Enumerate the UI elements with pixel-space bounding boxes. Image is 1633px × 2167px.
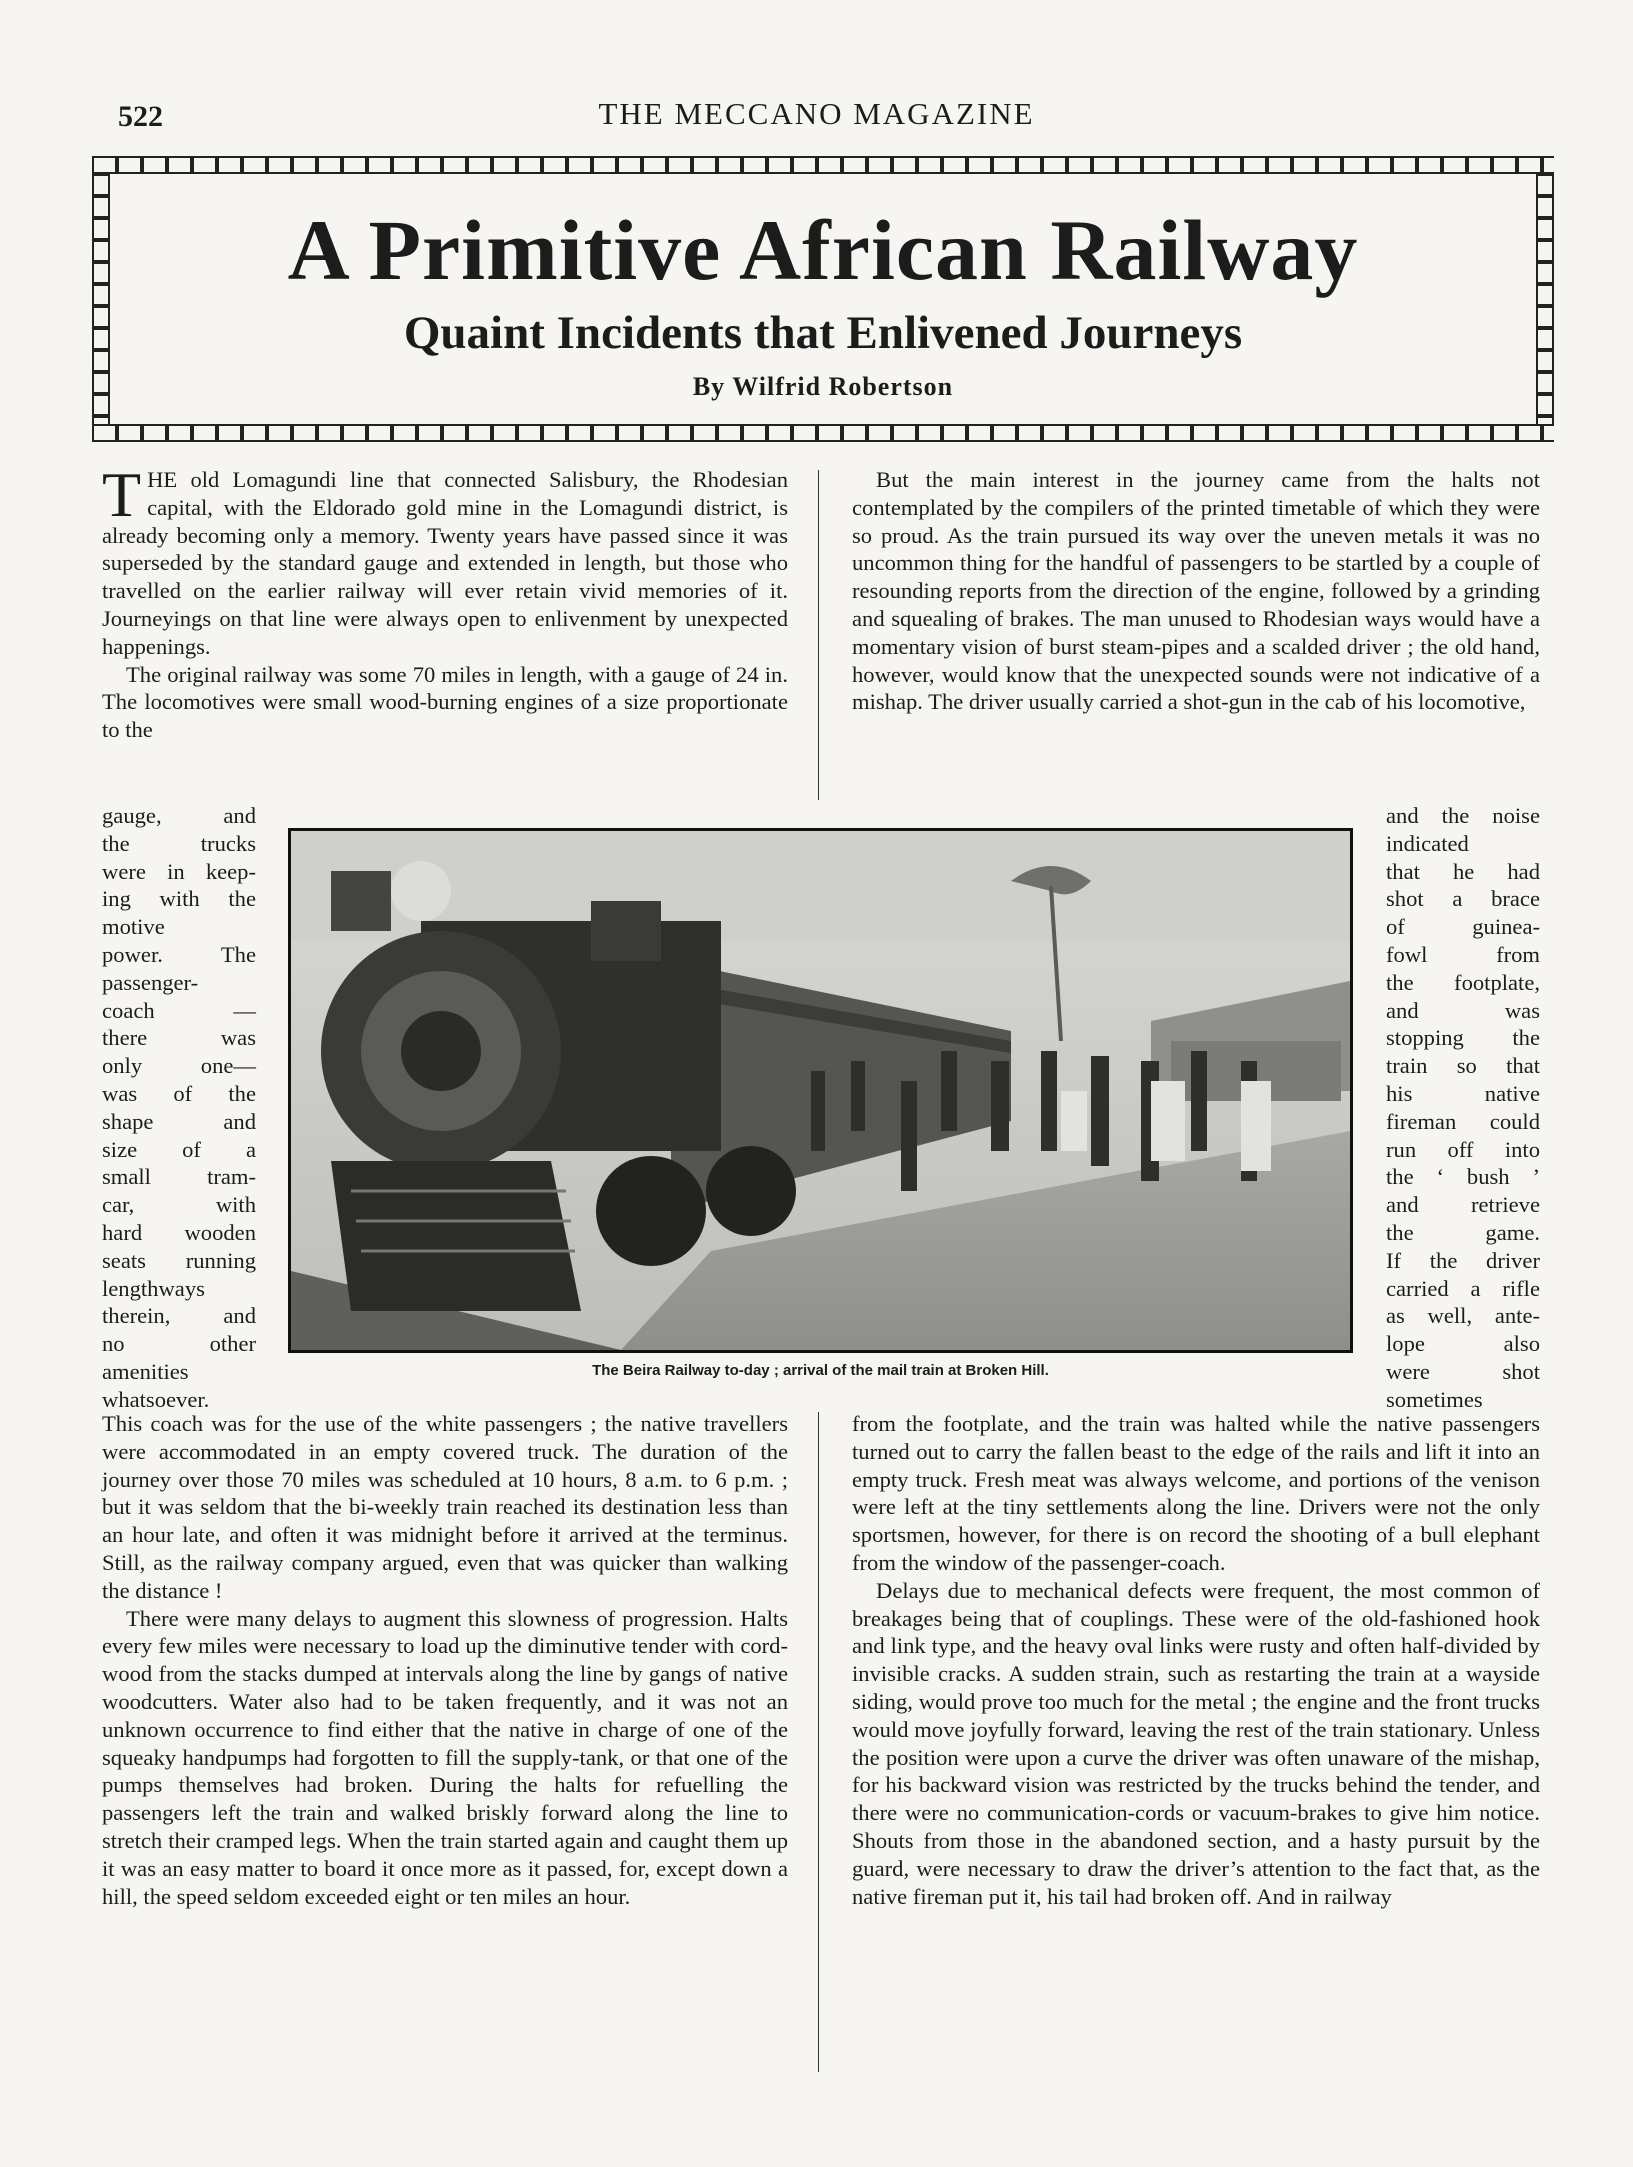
running-head: THE MECCANO MAGAZINE xyxy=(598,96,1035,131)
article-title: A Primitive African Railway xyxy=(287,202,1359,298)
text-line: as well, ante- xyxy=(1386,1303,1540,1329)
text-line: the ‘ bush ’ xyxy=(1386,1164,1540,1190)
text-line: shot a brace xyxy=(1386,886,1540,912)
paragraph: Delays due to mechanical defects were frequent, the most common of breakages being that of couplings. These were of the old-fashioned hook and link type, and the heavy oval links were rusty and often half-divided by invisible cracks. A sudden strain, such as restarting the train at a wayside siding, would prove too much for the metal ; the engine and the front trucks would move joyfully forward, leaving the rest of the train stationary. Unless the position were upon a curve the driver was often unaware of the mishap, for his backward vision was restricted by the trucks behind the tender, and there were no communication-cords or vacuum-brakes to give him notice. Shouts from those in the abandoned section, and a hasty pursuit by the guard, were necessary to draw the driver’s attention to the fact that, as the native fireman put it, his tail had broken off. And in railway xyxy=(852,1577,1540,1909)
text-line: stopping the xyxy=(1386,1025,1540,1051)
text-line: whatsoever. xyxy=(102,1386,210,1412)
text-line: fireman could xyxy=(1386,1108,1540,1134)
text-line: gauge, and xyxy=(102,803,256,828)
paragraph: from the footplate, and the train was halted while the native passengers turned out to carry the fallen beast to the edge of the rails and lift it into an empty truck. Fresh meat was always welcome, and portions of the venison were left at the tiny settlements along the line. Drivers were not the only sportsmen, however, for there is on record the shooting of a bull elephant from the window of the passenger-coach. xyxy=(852,1411,1540,1575)
text-line: train so that xyxy=(1386,1053,1540,1079)
text-line: therein, and xyxy=(102,1303,256,1329)
text-line: If the driver xyxy=(1386,1247,1540,1273)
text-line: the trucks xyxy=(102,830,256,856)
text-line: fowl from xyxy=(1386,941,1540,967)
text-line: car, with xyxy=(102,1192,256,1218)
text-line: the footplate, xyxy=(1386,969,1540,995)
text-line: size of a xyxy=(102,1136,256,1162)
text-line: no other xyxy=(102,1331,256,1357)
text-line: that he had xyxy=(1386,858,1540,884)
text-line: amenities xyxy=(102,1358,189,1384)
text-line: and the noise xyxy=(1386,803,1540,828)
right-narrow-column xyxy=(1386,802,1540,1414)
text-line: and retrieve xyxy=(1386,1192,1540,1218)
text-line: coach — xyxy=(102,997,256,1023)
text-line: ing with the xyxy=(102,886,256,912)
photo-caption: The Beira Railway to-day ; arrival of the mail train at Broken Hill. xyxy=(592,1362,1049,1379)
column-rule-top xyxy=(818,470,819,800)
paragraph-text: HE old Lomagundi line that connected Salisbury, the Rhodesian capital, with the Eldorado gold mine in the Lomagundi district, is already becoming only a memory. Twenty years have passed since it was superseded by the standard gauge and extended in length, but those who travelled on the earlier railway will ever retain vivid memories of it. Journeyings on that line were always open to enlivenment by unexpected happenings. xyxy=(102,467,788,659)
text-line: was of the xyxy=(102,1080,256,1106)
paragraph xyxy=(102,459,788,661)
text-line: run off into xyxy=(1386,1136,1540,1162)
text-line: were shot xyxy=(1386,1358,1540,1384)
text-line: small tram- xyxy=(102,1164,256,1190)
text-line: sometimes xyxy=(1386,1386,1483,1412)
column-rule-bottom xyxy=(818,1412,819,2072)
paragraph: The original railway was some 70 miles in length, with a gauge of 24 in. The locomotives were small wood-burning engines of a size proportionate to the xyxy=(102,661,788,743)
text-line: the game. xyxy=(1386,1219,1540,1245)
right-column-bottom xyxy=(852,1410,1540,1910)
drop-cap: T xyxy=(102,459,142,530)
text-line: there was xyxy=(102,1025,256,1051)
text-line: seats running xyxy=(102,1247,256,1273)
text-line: only one— xyxy=(102,1053,256,1079)
left-column-bottom xyxy=(102,1410,788,1910)
text-line: were in keep- xyxy=(102,858,256,884)
decorative-border-top xyxy=(92,156,1554,174)
left-narrow-column xyxy=(102,802,256,1414)
paragraph: There were many delays to augment this slowness of progression. Halts every few miles were necessary to load up the diminutive tender with cord-wood from the stacks dumped at intervals along the line by gangs of native woodcutters. Water also had to be taken frequently, and it was not an unknown occurrence to find either that the native in charge of one of the squeaky handpumps had forgotten to fill the supply-tank, or that one of the pumps themselves had broken. During the halts for refuelling the passengers left the train and walked briskly forward along the line to stretch their cramped legs. When the train started again and caught them up it was an easy matter to board it once more as it passed, for, except down a hill, the speed seldom exceeded eight or ten miles an hour. xyxy=(102,1605,788,1909)
text-line: lengthways xyxy=(102,1275,205,1301)
text-line: and was xyxy=(1386,997,1540,1023)
text-line: power. The xyxy=(102,941,256,967)
text-line: hard wooden xyxy=(102,1219,256,1245)
text-line: passenger- xyxy=(102,969,199,995)
left-column-top xyxy=(102,459,788,744)
right-column-top xyxy=(852,466,1540,716)
text-line: of guinea- xyxy=(1386,914,1540,940)
text-line: shape and xyxy=(102,1108,256,1134)
title-frame xyxy=(92,156,1554,442)
page-number: 522 xyxy=(118,100,163,133)
paragraph: This coach was for the use of the white passengers ; the native travellers were accommodated in an empty covered truck. The duration of the journey over those 70 miles was scheduled at 10 hours, 8 a.m. to 6 p.m. ; but it was seldom that the bi-weekly train reached its destination less than an hour late, and often it was midnight before it arrived at the terminus. Still, as the railway company argued, even that was quicker than walking the distance ! xyxy=(102,1411,788,1603)
train-photograph xyxy=(288,828,1353,1353)
text-line: motive xyxy=(102,914,165,940)
text-line: carried a rifle xyxy=(1386,1275,1540,1301)
locomotive-illustration xyxy=(291,831,1350,1350)
paragraph: But the main interest in the journey came from the halts not contemplated by the compilers of the printed timetable of which they were so proud. As the train pursued its way over the uneven metals it was no uncommon thing for the handful of passengers to be startled by a couple of resounding reports from the direction of the engine, followed by a grinding and squealing of brakes. The man unused to Rhodesian ways would have a momentary vision of burst steam-pipes and a scalded driver ; the old hand, however, would know that the unexpected sounds were not indicative of a mishap. The driver usually carried a shot-gun in the cab of his locomotive, xyxy=(852,467,1540,715)
text-line: indicated xyxy=(1386,830,1469,856)
byline: By Wilfrid Robertson xyxy=(692,372,954,401)
text-line: lope also xyxy=(1386,1331,1540,1357)
decorative-border-bottom xyxy=(92,424,1554,442)
text-line: his native xyxy=(1386,1080,1540,1106)
article-subtitle: Quaint Incidents that Enlivened Journeys xyxy=(403,307,1243,359)
